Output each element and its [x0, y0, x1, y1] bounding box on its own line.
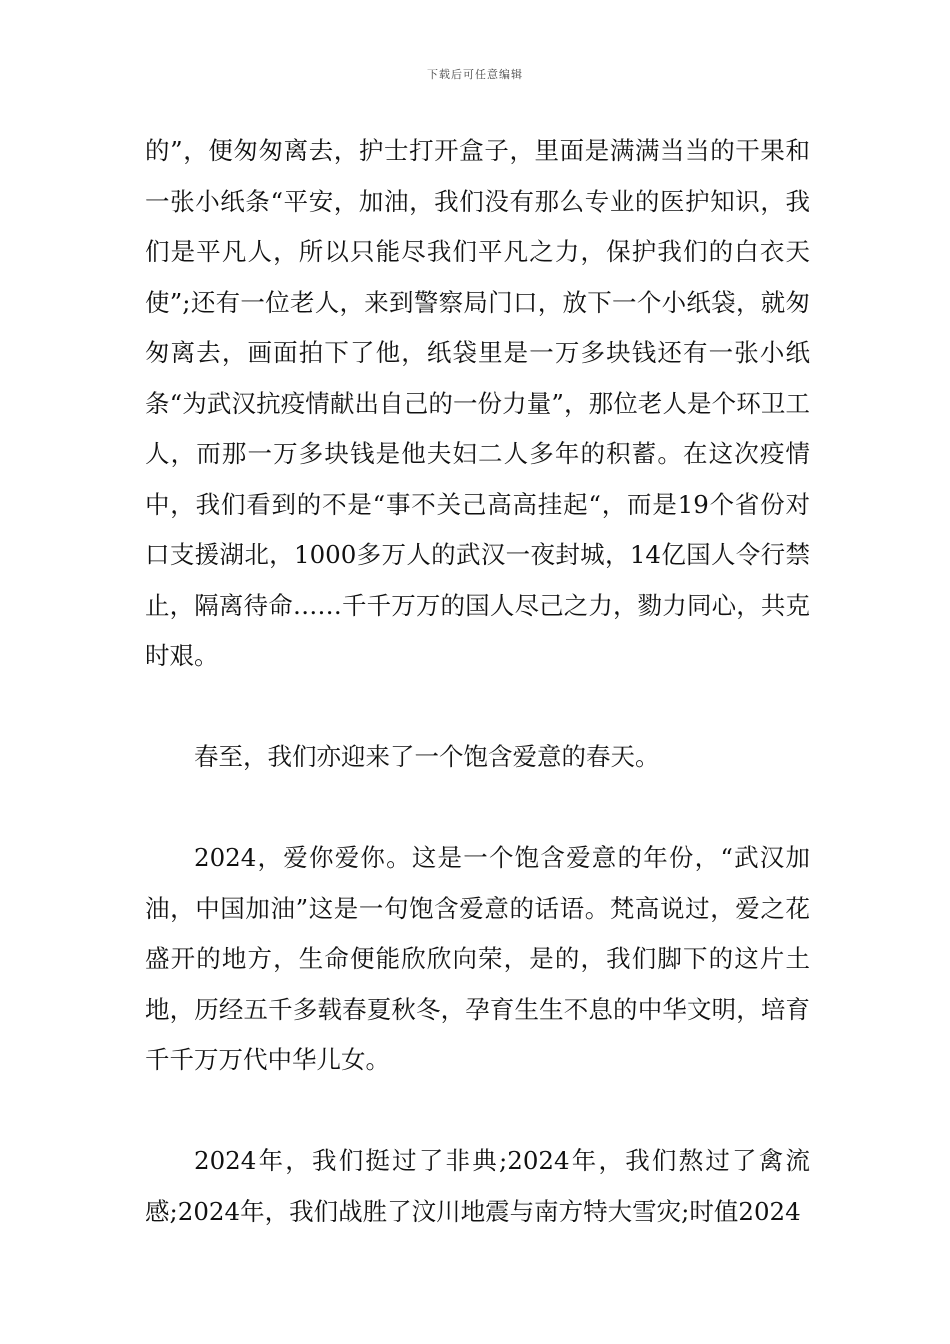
page-header: 下载后可任意编辑	[427, 68, 523, 81]
paragraph-continuation: 的”，便匆匆离去，护士打开盒子，里面是满满当当的干果和一张小纸条“平安，加油，我们没有那么专业的医护知识，我们是平凡人，所以只能尽我们平凡之力，保护我们的白衣天使”;还有一位老人，来到警察局门口，放下一个小纸袋，就匆匆离去，画面拍下了他，纸袋里是一万多块钱还有一张小纸条“为武汉抗疫情献出自己的一份力量”，那位老人是个环卫工人，而那一万多块钱是他夫妇二人多年的积蓄。在这次疫情中，我们看到的不是“事不关己高高挂起“，而是19个省份对口支援湖北，1000多万人的武汉一夜封城，14亿国人令行禁止，隔离待命……千千万万的国人尽己之力，勠力同心，共克时艰。	[145, 136, 810, 670]
document-body	[145, 126, 810, 1237]
paragraph-spring: 春至，我们亦迎来了一个饱含爱意的春天。	[194, 742, 660, 771]
paragraph-2024-history: 2024年，我们挺过了非典;2024年，我们熬过了禽流感;2024年，我们战胜了汶川地震与南方特大雪灾;时值2024	[145, 1146, 810, 1226]
paragraph-2024-love: 2024，爱你爱你。这是一个饱含爱意的年份，“武汉加油，中国加油”这是一句饱含爱意的话语。梵高说过，爱之花盛开的地方，生命便能欣欣向荣，是的，我们脚下的这片土地，历经五千多载春夏秋冬，孕育生生不息的中华文明，培育千千万万代中华儿女。	[145, 843, 810, 1074]
